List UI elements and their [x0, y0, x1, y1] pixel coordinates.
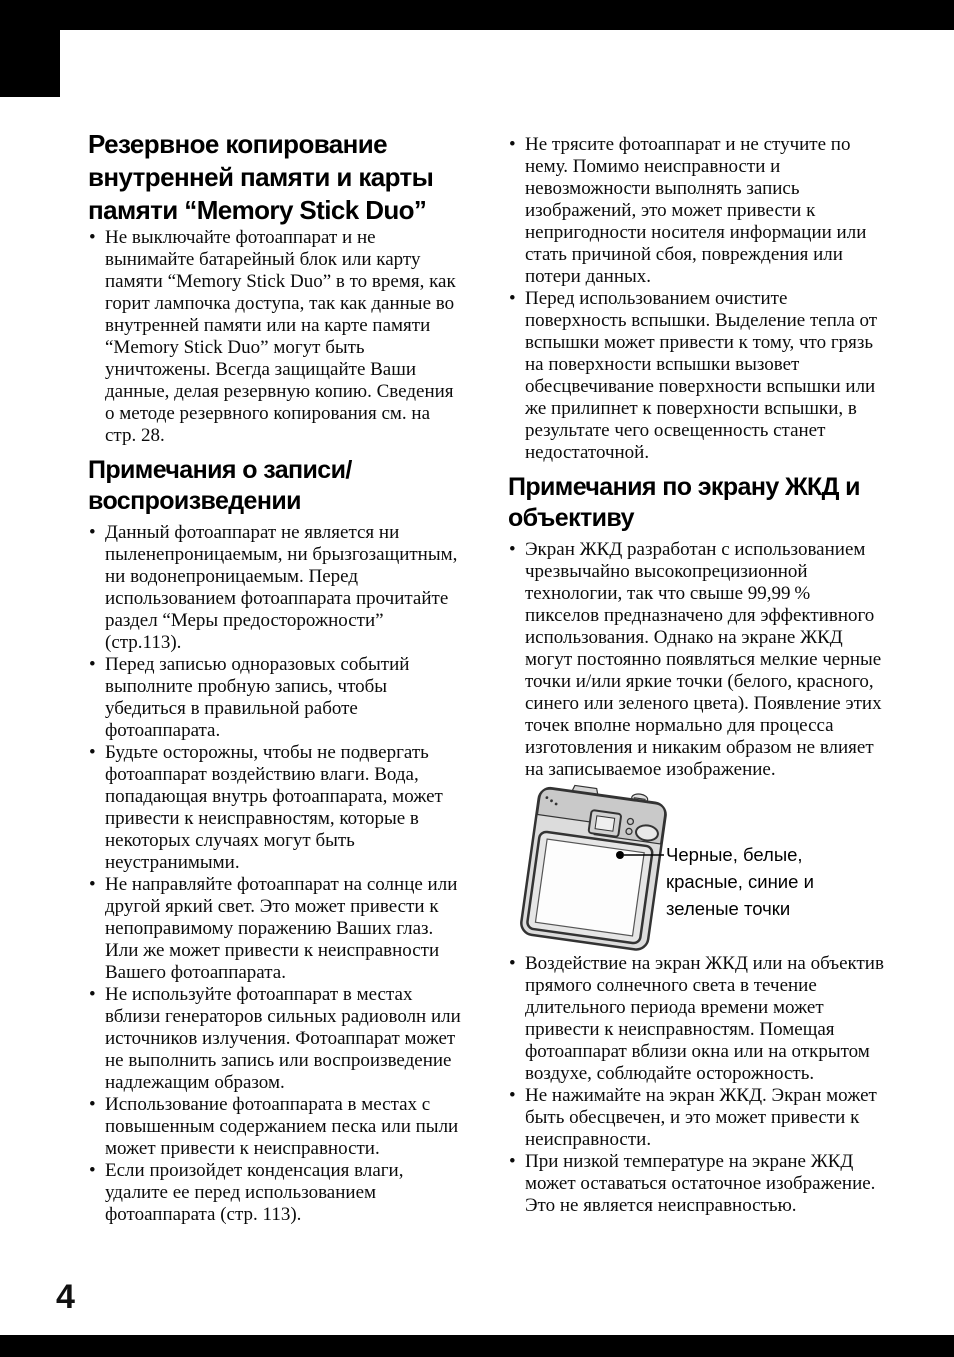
- bullet-list: [88, 227, 464, 447]
- bullet-list: [508, 134, 884, 464]
- section-title-backup: [88, 128, 464, 227]
- callout-line: красные, синие и: [666, 871, 814, 892]
- camera-back-illustration: [520, 781, 668, 951]
- list-item: • Экран ЖКД разработан с использованием чрезвычайно высокопрецизионной технологии, так что свыше 99,99 % пикселов предназначено для эффективного использования. Однако на экране ЖКД могут постоянно появляться мелкие черные точки и/или яркие точки (белого, красного, синего или зеленого цвета). Появление этих точек вполне нормально для процесса изготовления и никаким образом не влияет на записываемое изображение.: [508, 539, 884, 781]
- right-column: [508, 128, 884, 1217]
- list-item: • Перед записью одноразовых событий выполните пробную запись, чтобы убедиться в правильной работе фотоаппарата.: [88, 654, 464, 742]
- title-line: внутренней памяти и карты: [88, 162, 434, 192]
- list-item: • Перед использованием очистите поверхность вспышки. Выделение тепла от вспышки может привести к тому, что грязь на поверхности вспышки вызовет обесцвечивание поверхности вспышки или же прилипнет к поверхности вспышки, в результате чего освещенность станет недостаточной.: [508, 288, 884, 464]
- top-bar: [0, 0, 954, 30]
- title-line: Резервное копирование: [88, 129, 387, 159]
- list-item: • Использование фотоаппарата в местах с повышенным содержанием песка или пыли может привести к неисправности.: [88, 1094, 464, 1160]
- list-item: • Воздействие на экран ЖКД или на объектив прямого солнечного света в течение длительного периода времени может привести к неисправностям. Помещая фотоаппарат вблизи окна или на открытом воздухе, соблюдайте осторожность.: [508, 953, 884, 1085]
- section-index-tab: [0, 0, 60, 97]
- list-item: • Данный фотоаппарат не является ни пыленепроницаемым, ни брызгозащитным, ни водонепроницаемым. Перед использованием фотоаппарата прочитайте раздел “Меры предосторожности” (стр.113).: [88, 522, 464, 654]
- callout-line: зеленые точки: [666, 898, 791, 919]
- pixel-dot-marker: [616, 851, 624, 859]
- bullet-list: [508, 539, 884, 781]
- list-item: • Не выключайте фотоаппарат и не вынимайте батарейный блок или карту памяти “Memory Stick Duo” в то время, как горит лампочка доступа, так как данные во внутренней памяти или на карте памяти “Memory Stick Duo” могут быть уничтожены. Всегда защищайте Ваши данные, делая резервную копию. Сведения о методе резервного копирования см. на стр. 28.: [88, 227, 464, 447]
- title-line: Примечания о записи/: [88, 456, 352, 484]
- list-item: • При низкой температуре на экране ЖКД может оставаться остаточное изображение. Это не является неисправностью.: [508, 1151, 884, 1217]
- figure-callout: [666, 841, 814, 922]
- list-item: • Не трясите фотоаппарат и не стучите по нему. Помимо неисправности и невозможности выполнять запись изображений, это может привести к непригодности носителя информации или стать причиной сбоя, повреждения или потери данных.: [508, 134, 884, 288]
- bullet-list: [508, 953, 884, 1217]
- page-number: 4: [56, 1278, 75, 1316]
- title-line: объективу: [508, 504, 634, 532]
- list-item: • Не нажимайте на экран ЖКД. Экран может быть обесцвечен, и это может привести к неисправности.: [508, 1085, 884, 1151]
- list-item: • Не используйте фотоаппарат в местах вблизи генераторов сильных радиоволн или источников излучения. Фотоаппарат может не выполнить запись или воспроизведение надлежащим образом.: [88, 984, 464, 1094]
- bullet-list: [88, 522, 464, 1226]
- title-line: Примечания по экрану ЖКД и: [508, 473, 860, 501]
- left-column: [88, 128, 464, 1226]
- section-title-recording-notes: [88, 455, 464, 517]
- title-line: воспроизведении: [88, 487, 301, 515]
- camera-figure: [508, 781, 884, 953]
- title-line: памяти “Memory Stick Duo”: [88, 195, 427, 225]
- list-item: • Будьте осторожны, чтобы не подвергать фотоаппарат воздействию влаги. Вода, попадающая внутрь фотоаппарата, может привести к неисправностям, которые в некоторых случаях могут быть неустранимыми.: [88, 742, 464, 874]
- list-item: • Если произойдет конденсация влаги, удалите ее перед использованием фотоаппарата (стр. 113).: [88, 1160, 464, 1226]
- callout-line: Черные, белые,: [666, 844, 803, 865]
- section-title-lcd-notes: [508, 472, 884, 534]
- bottom-bar: [0, 1335, 954, 1357]
- list-item: • Не направляйте фотоаппарат на солнце или другой яркий свет. Это может привести к непоправимому поражению Ваших глаз. Или же может привести к неисправности Вашего фотоаппарата.: [88, 874, 464, 984]
